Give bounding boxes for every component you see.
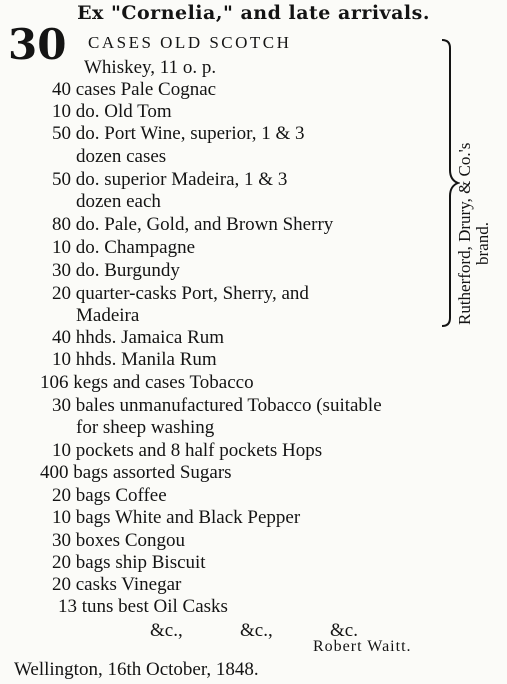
list-item: 30 bales unmanufactured Tobacco (suitable — [52, 395, 382, 416]
etc-mark: &c., — [240, 620, 273, 641]
brand-label — [456, 143, 492, 325]
etc-mark: &c., — [150, 620, 183, 641]
list-item: 20 bags ship Biscuit — [52, 552, 206, 573]
brand-label-line2: brand. — [473, 222, 492, 265]
list-item: 40 cases Pale Cognac — [52, 79, 217, 100]
list-item: 20 quarter-casks Port, Sherry, and — [52, 283, 309, 304]
list-item: 50 do. Port Wine, superior, 1 & 3 — [52, 123, 305, 144]
list-item: 30 do. Burgundy — [52, 260, 180, 281]
list-item: 13 tuns best Oil Casks — [58, 596, 228, 617]
list-item: CASES OLD SCOTCH — [88, 33, 292, 52]
lead-number: 30 — [8, 20, 67, 69]
list-item: 10 do. Champagne — [52, 237, 196, 258]
list-item: 10 hhds. Manila Rum — [52, 349, 217, 370]
list-item: 80 do. Pale, Gold, and Brown Sherry — [52, 214, 334, 235]
list-item: 20 bags Coffee — [52, 485, 167, 506]
list-item: dozen cases — [76, 146, 167, 167]
list-item: 10 pockets and 8 half pockets Hops — [52, 440, 323, 461]
etc-mark: &c. — [330, 620, 358, 641]
list-item: 10 bags White and Black Pepper — [52, 507, 301, 528]
list-item: 20 casks Vinegar — [52, 574, 182, 595]
list-item: Whiskey, 11 o. p. — [84, 57, 217, 78]
heading: Ex "Cornelia," and late arrivals. — [77, 2, 430, 24]
list-item: 40 hhds. Jamaica Rum — [52, 327, 225, 348]
list-item: dozen each — [76, 191, 161, 212]
list-item: Madeira — [76, 305, 140, 326]
list-item: 30 boxes Congou — [52, 530, 185, 551]
list-item: 400 bags assorted Sugars — [40, 462, 232, 483]
list-item: 50 do. superior Madeira, 1 & 3 — [52, 169, 288, 190]
list-item: 10 do. Old Tom — [52, 101, 172, 122]
brand-label-line1: Rutherford, Drury, & Co.'s — [455, 142, 474, 325]
dateline: Wellington, 16th October, 1848. — [14, 659, 259, 680]
list-item: for sheep washing — [76, 417, 215, 438]
list-item: 106 kegs and cases Tobacco — [40, 372, 254, 393]
signature: Robert Waitt. — [313, 638, 412, 655]
